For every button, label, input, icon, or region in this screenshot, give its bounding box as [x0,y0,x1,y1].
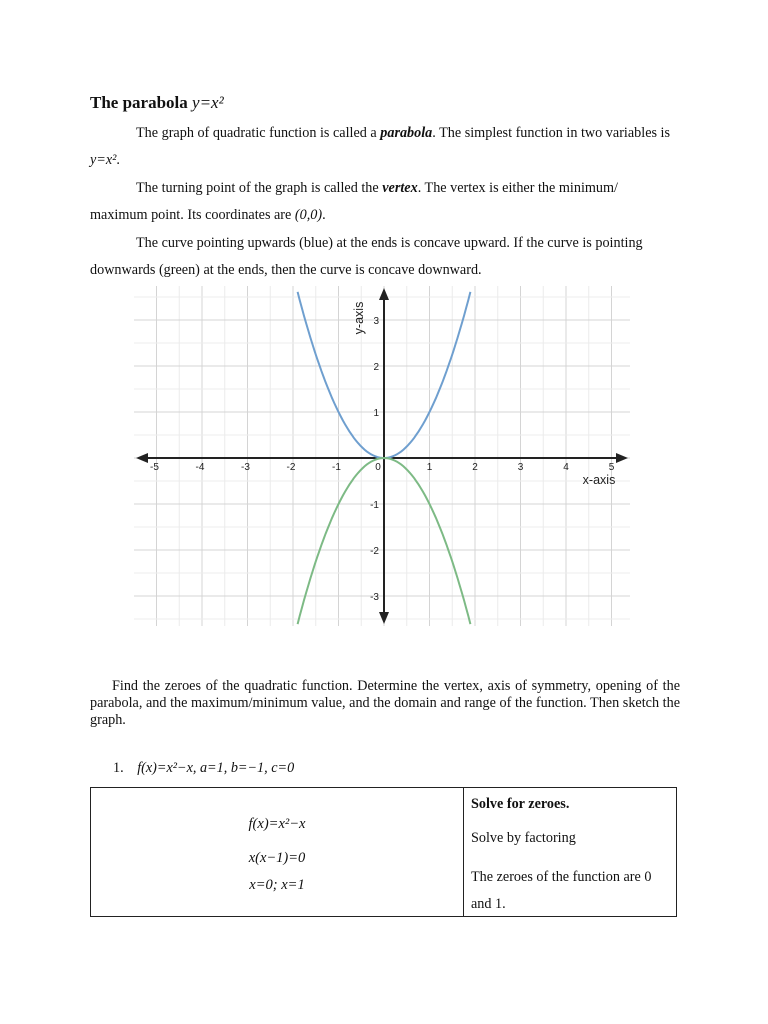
p1-text-2: . The simplest function in two variables is [432,125,671,141]
instructions-text: Find the zeroes of the quadratic function. Determine the vertex, axis of symmetry, opening of the parabola, and the maximum/minimum value, and the domain and range of the function. Then sketch the graph. [90,678,680,728]
y-axis-arrow-up [379,288,389,300]
p2-text-2: . The vertex is either the minimum/ maximum point. Its coordinates are [90,180,618,223]
x-axis-arrow-left [136,453,148,463]
x-tick-label: -5 [150,462,159,473]
p1-text: The graph of quadratic function is called a [136,125,381,141]
paragraph-vertex [90,175,678,229]
x-axis-label: x-axis [582,473,616,487]
problem-1 [113,760,294,777]
p1-end: . [116,152,120,168]
work-step-2: x(x−1)=0 [248,850,306,866]
y-axis-label: y-axis [352,301,366,335]
paragraph-parabola-definition [90,120,678,174]
solution-table [90,787,677,917]
explanation-title: Solve for zeroes. [471,796,570,812]
p2-text: The turning point of the graph is called the [136,180,383,196]
p2-term: vertex [382,180,418,196]
page-heading [90,93,224,113]
y-axis-arrow-down [379,612,389,624]
y-tick-label: -1 [370,500,379,511]
parabola-graph [134,286,630,626]
p1-formula: y=x² [90,152,117,168]
x-tick-label: -2 [286,462,296,473]
x-tick-label: -1 [332,462,341,473]
x-tick-label: 4 [563,462,569,473]
y-tick-label: 3 [373,316,379,327]
y-tick-label: 2 [373,362,379,373]
axes [136,288,628,624]
x-tick-label: 5 [608,462,615,473]
explanation-cell [464,788,676,916]
work-cell [91,788,464,916]
x-tick-label: 1 [426,462,433,473]
work-step-3: x=0; x=1 [249,877,305,893]
paragraph-concavity: The curve pointing upwards (blue) at the ends is concave upward. If the curve is pointing downwards (green) at the ends, then the curve is concave downward. [90,235,643,278]
y-tick-label: -2 [370,546,379,557]
p1-term: parabola [380,125,433,141]
explanation-conclusion: The zeroes of the function are 0 and 1. [471,869,652,912]
problem-number: 1. [113,760,124,776]
problem-expression: f(x)=x²−x, a=1, b=−1, c=0 [137,760,295,776]
work-step-1: f(x)=x²−x [248,816,306,832]
x-tick-label: -3 [241,462,250,473]
y-tick-label: -3 [370,592,379,603]
p2-end: . [322,207,326,223]
x-tick-label: 2 [472,462,478,473]
x-axis-arrow-right [616,453,628,463]
x-tick-label: 3 [517,462,524,473]
heading-formula: y=x² [192,93,224,112]
heading-title: The parabola [90,93,188,112]
x-tick-label: -4 [195,462,205,473]
grid-lines [134,286,630,626]
p2-coordinates: (0,0) [294,207,323,223]
y-tick-label: 1 [373,408,379,419]
explanation-method: Solve by factoring [471,830,576,846]
tick-labels [150,316,615,603]
x-tick-label: 0 [375,462,381,473]
